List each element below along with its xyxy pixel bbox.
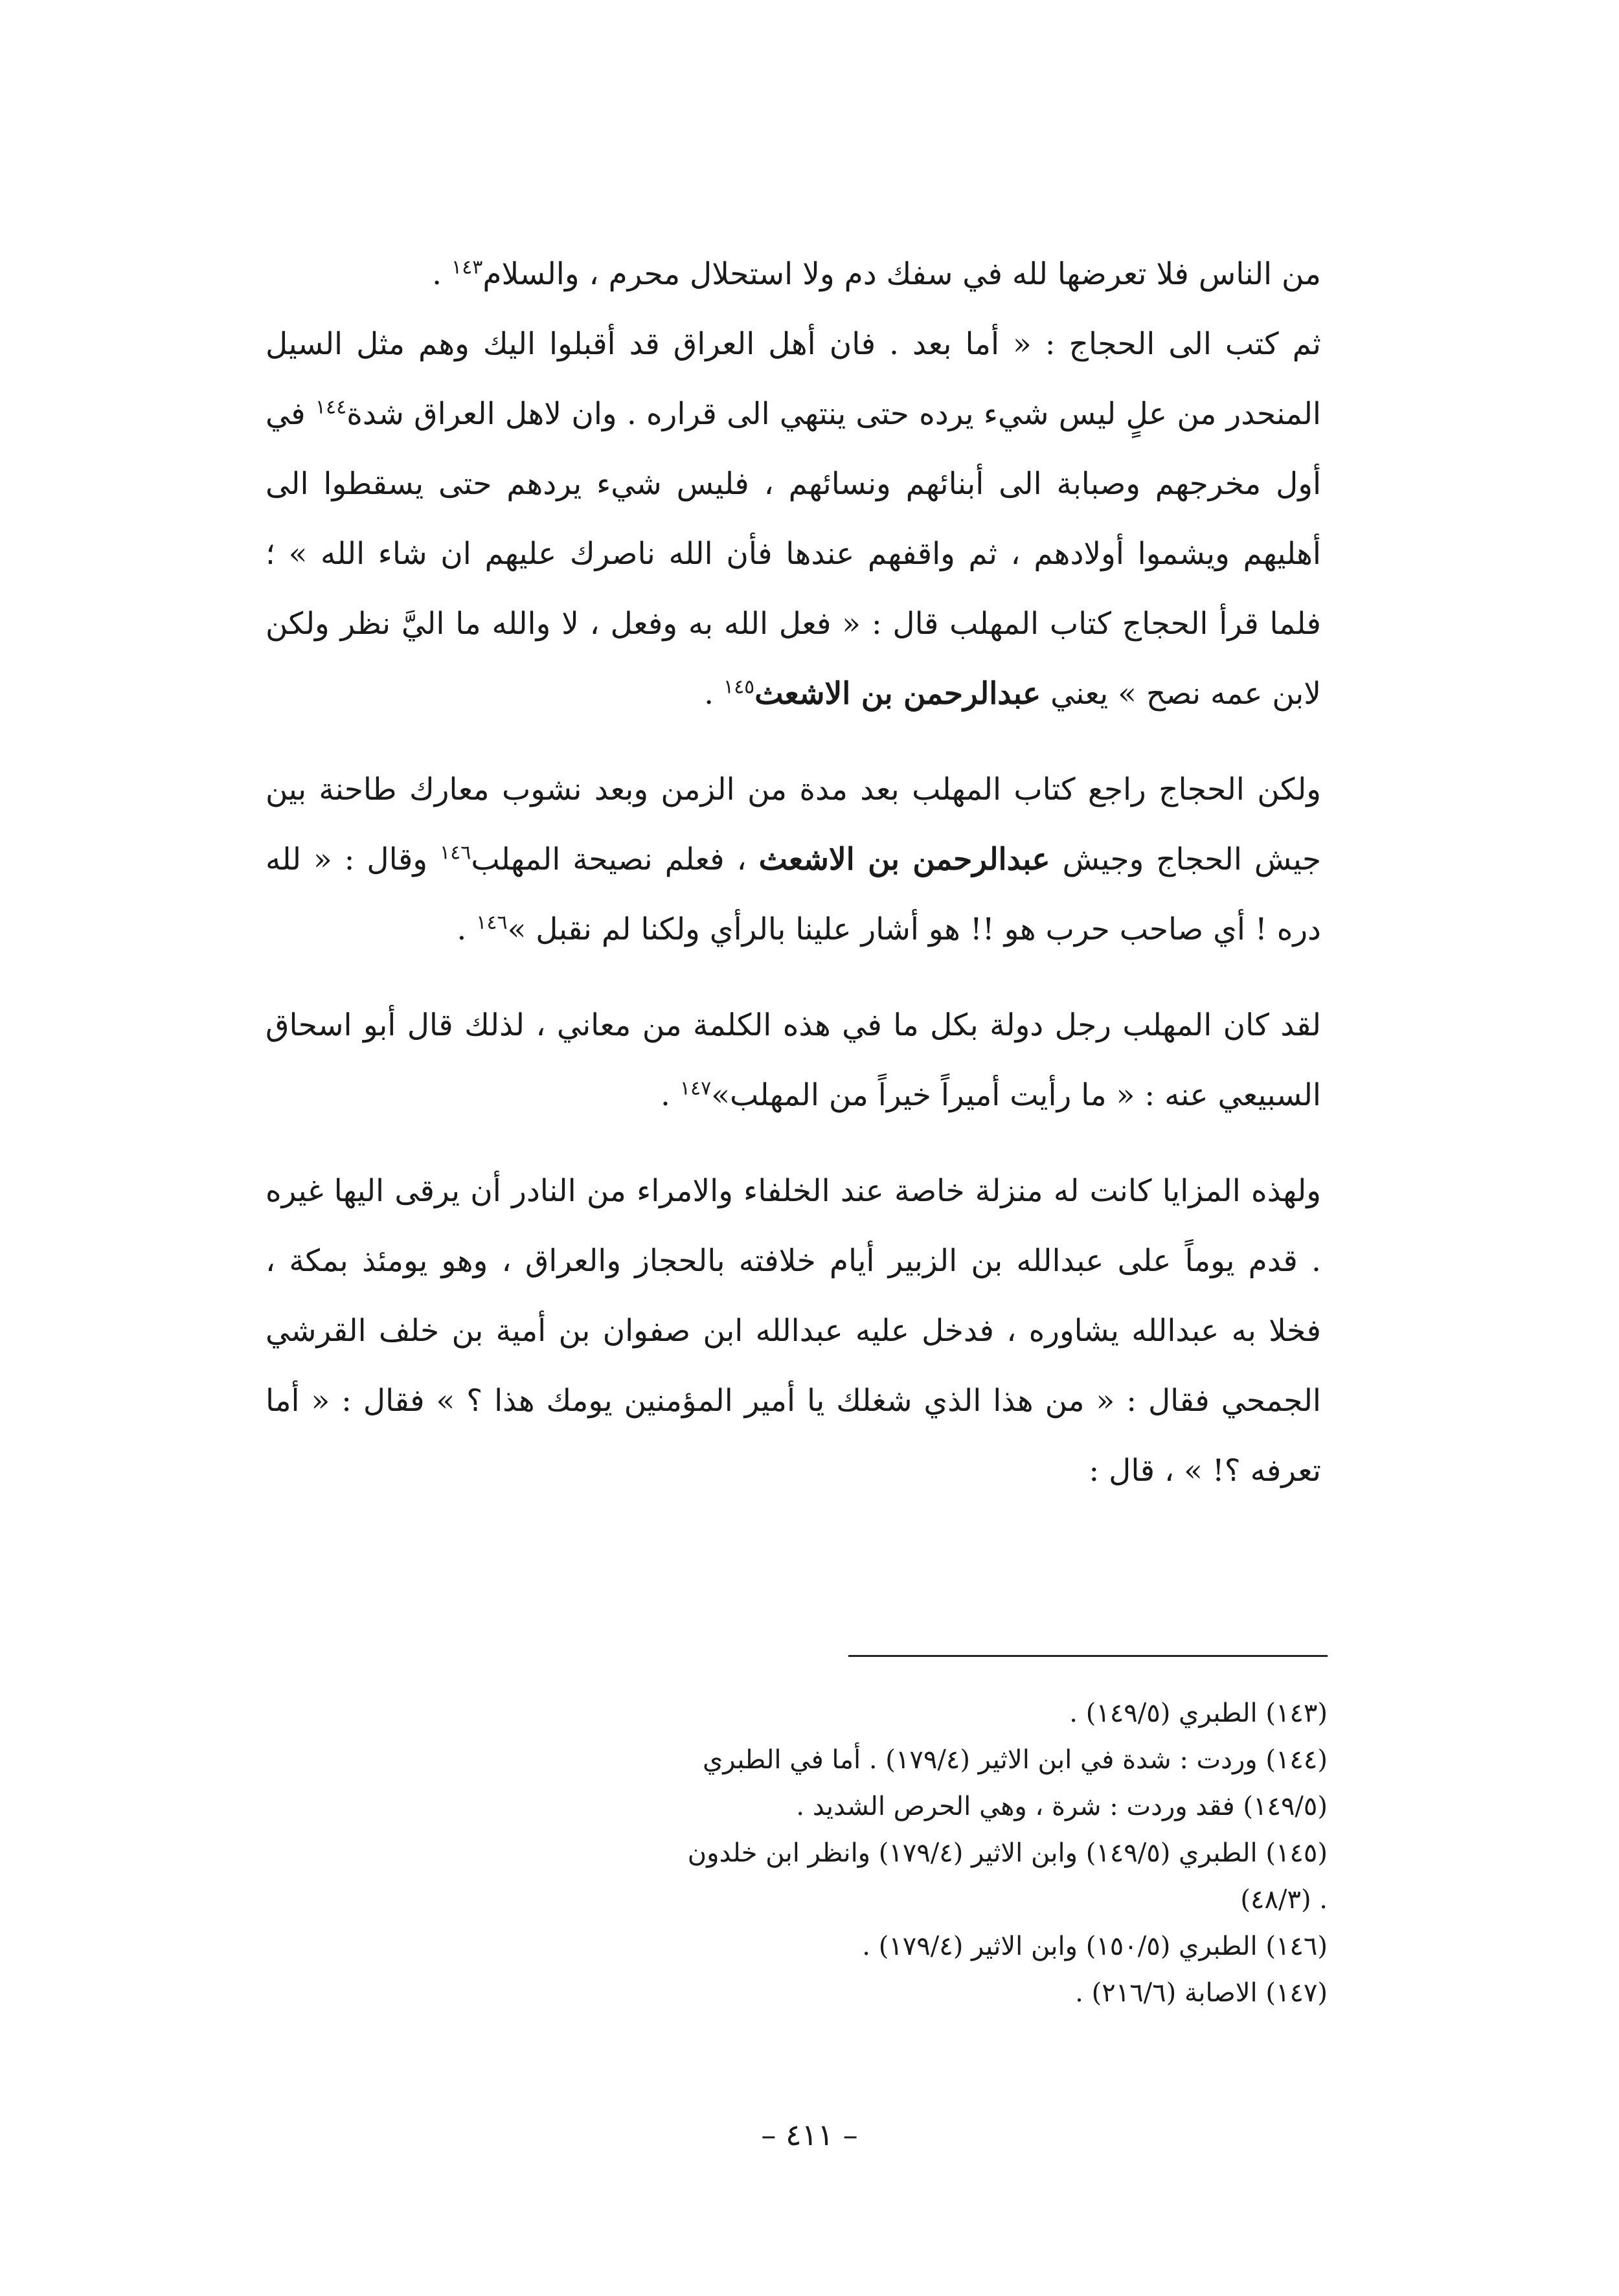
text-run: ولكن الحجاج راجع كتاب المهلب بعد مدة من الزمن وبعد نشوب معارك طاحنة بين جيش الحجاج وجيش (266, 772, 1322, 877)
footnote-147: (١٤٧) الاصابة (٢١٦/٦) . (1075, 1978, 1328, 2008)
name-emphasis: عبدالرحمن بن الاشعث (754, 676, 1041, 712)
page-number: – ٤١١ – (761, 2117, 858, 2152)
footnotes (272, 1690, 1328, 2016)
text-run: ولهذه المزايا كانت له منزلة خاصة عند الخلفاء والامراء من النادر أن يرقى اليها غيره . قدم يوماً على عبدالله بن الزبير أيام خلافته بالحجاز والعراق ، وهو يومئذ بمكة ، فخلا به عبدالله يشاوره ، فدخل عليه عبدالله ابن صفوان بن أمية بن خلف القرشي الجمحي فقال : « من هذا الذي شغلك يا أمير المؤمنين يومك هذا ؟ » فقال : « أما تعرفه ؟! » ، قال : (266, 1173, 1321, 1489)
paragraph-2 (266, 310, 1321, 729)
text-run: . (661, 1077, 680, 1113)
text-run: ، فعلم نصيحة المهلب (471, 842, 759, 877)
text-run: في أول مخرجهم وصبابة الى أبنائهم ونسائهم ، فليس شيء يردهم حتى يسقطوا الى أهليهم ويشموا أولادهم ، ثم واقفهم عندها فأن الله ناصرك عليهم ان شاء الله » ؛ فلما قرأ الحجاج كتاب المهلب قال : « فعل الله به وفعل ، لا والله ما اليَّ نظر ولكن لابن عمه نصح » يعني (266, 396, 1321, 712)
text-run: لقد كان المهلب رجل دولة بكل ما في هذه الكلمة من معاني ، لذلك قال أبو اسحاق السبيعي عنه : « ما رأيت أميراً خيراً من المهلب» (266, 1007, 1321, 1113)
footnote-146: (١٤٦) الطبري (١٥٠/٥) وابن الاثير (١٧٩/٤) . (862, 1931, 1328, 1961)
footnote-143: (١٤٣) الطبري (١٤٩/٥) . (1069, 1698, 1328, 1728)
text-run: . (704, 676, 723, 712)
paragraph-1 (266, 240, 1321, 310)
text-run: . (432, 256, 452, 292)
footnote-144: (١٤٤) وردت : شدة في ابن الاثير (١٧٩/٤) . أما في الطبري (702, 1745, 1328, 1775)
text-run: وقال : « لله دره ! أي صاحب حرب هو !! هو أشار علينا بالرأي ولكنا لم نقبل » (266, 842, 1321, 947)
footnote-divider (848, 1655, 1328, 1657)
footnote-ref-146[interactable]: ١٤٦ (440, 841, 471, 864)
name-emphasis: عبدالرحمن بن الاشعث (758, 842, 1050, 877)
footnote-ref-147[interactable]: ١٤٧ (679, 1077, 712, 1100)
footnote-ref-145[interactable]: ١٤٥ (723, 675, 755, 699)
footnote-ref-144[interactable]: ١٤٤ (315, 396, 347, 419)
text-run: ثم كتب الى الحجاج : « أما بعد . فان أهل العراق قد أقبلوا اليك وهم مثل السيل المنحدر من علٍ ليس شيء يرده حتى ينتهي الى قراره . وان لاهل العراق شدة (266, 326, 1321, 432)
paragraph-4 (266, 991, 1321, 1131)
text-run: من الناس فلا تعرضها لله في سفك دم ولا استحلال محرم ، والسلام (482, 256, 1321, 292)
main-text (266, 240, 1321, 1506)
paragraph-5 (266, 1156, 1321, 1506)
paragraph-3 (266, 755, 1321, 965)
footnote-ref-143[interactable]: ١٤٣ (451, 256, 483, 279)
text-run: . (457, 912, 477, 947)
footnote-145-continued: . (٤٨/٣) (1240, 1885, 1328, 1915)
footnote-144-continued: (١٤٩/٥) فقد وردت : شرة ، وهي الحرص الشديد . (796, 1792, 1328, 1821)
footnote-145: (١٤٥) الطبري (١٤٩/٥) وابن الاثير (١٧٩/٤) وانظر ابن خلدون (687, 1838, 1328, 1868)
footnote-ref-146-b[interactable]: ١٤٦ (476, 911, 508, 934)
